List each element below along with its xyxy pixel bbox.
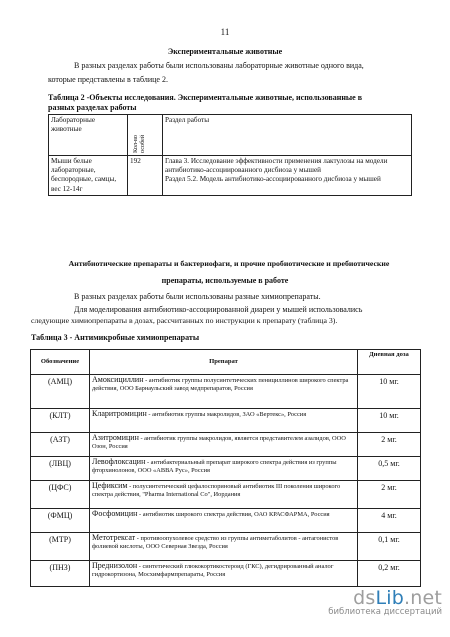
table2-caption-line1: Таблица 2 -Объекты исследования. Экспериментальные животные, использованные в <box>48 93 363 102</box>
drug-name: Кларитромицин <box>92 409 147 418</box>
drug-name: Фосфомицин <box>92 509 138 518</box>
table2-row <box>49 156 412 196</box>
table3-cell-dose: 0,5 мг. <box>358 457 421 481</box>
table3-cell-code: (ЛВЦ) <box>31 457 90 481</box>
table3-row <box>31 481 421 509</box>
watermark-logo-net: .net <box>403 587 442 609</box>
table3-row <box>31 533 421 561</box>
table3-cell-drug <box>90 457 358 481</box>
watermark-subtitle: библиотека диссертаций <box>328 607 442 617</box>
table3-header-dose: Дневная доза <box>358 350 421 375</box>
paragraph-animals-line1: В разных разделах работы были использованы лабораторные животные одного вида, <box>74 61 364 70</box>
table2-header-section: Раздел работы <box>163 115 412 156</box>
table2-header-animals: Лабораторные животные <box>49 115 128 156</box>
paragraph-aad-line2: следующие химиопрепараты в дозах, рассчитанных по инструкции к препарату (таблица 3). <box>31 316 338 325</box>
drug-description: - антибиотик широкого спектра действия, ОАО КРАСФАРМА, Россия <box>137 511 330 518</box>
watermark-logo-ds: ds <box>353 587 376 609</box>
table3-cell-drug <box>90 481 358 509</box>
table3-cell-dose: 10 мг. <box>358 409 421 433</box>
section-heading-drugs-line1: Антибиотические препараты и бактериофаги, и прочие пробиотические и пребиотические <box>68 259 390 268</box>
drug-description: - антибиотик группы макролидов, является представителем азалидов, ООО Озон, Россия <box>92 435 346 451</box>
table2-section-b: Раздел 5.2. Модель антибиотико-ассоциированного дисбиоза у мышей <box>165 175 381 184</box>
paragraph-animals-line2: которые представлены в таблице 2. <box>48 75 168 84</box>
drug-description: - антибиотик группы полусинтетических пенициллинов широкого спектра действия, ООО Барнаульский завод медпрепаратов, Россия <box>92 377 349 393</box>
table3-row <box>31 509 421 533</box>
drug-name: Азитромицин <box>92 433 139 442</box>
drug-description: - полусинтетический цефалоспориновый антибиотик III поколения широкого спектра действия, "Pharma International Co", Иордания <box>92 483 341 499</box>
table2-cell-count: 192 <box>128 156 163 196</box>
table3-row <box>31 433 421 457</box>
table2-cell-section <box>163 156 412 196</box>
drug-name: Преднизолон <box>92 561 138 570</box>
table2-header-count <box>128 115 163 156</box>
watermark-logo-lib: Lib <box>375 587 404 609</box>
table3-header-code: Обозначение <box>31 350 90 375</box>
table3-cell-drug <box>90 409 358 433</box>
table3-cell-drug <box>90 375 358 409</box>
drug-description: - противоопухолевое средство из группы антиметаболитов - антагонистов фолиевой кислоты, ООО Северная Звезда, Россия <box>92 535 339 551</box>
drug-description: - антибиотик группы макролидов, ЗАО «Вертекс», Россия <box>146 411 307 418</box>
table3-row <box>31 375 421 409</box>
section-heading-drugs-line2: препараты, используемые в работе <box>161 276 289 285</box>
table3-cell-code: (АЗТ) <box>31 433 90 457</box>
watermark <box>322 587 442 617</box>
table3-caption: Таблица 3 - Антимикробные химиопрепараты <box>31 333 200 342</box>
table3-header-row <box>31 350 421 375</box>
table2-caption-line2: разных разделах работы <box>48 103 137 112</box>
table3-cell-drug <box>90 533 358 561</box>
table3-cell-drug <box>90 433 358 457</box>
table3-cell-code: (КЛТ) <box>31 409 90 433</box>
table3-cell-code: (ФМЦ) <box>31 509 90 533</box>
drug-description: - антибактериальный препарат широкого спектра действия из группы фторхинолонов, ООО «АВВА Рус», Россия <box>92 459 337 475</box>
page-number: 11 <box>220 27 230 37</box>
table2-header-row <box>49 115 412 156</box>
table3-header-drug: Препарат <box>90 350 358 375</box>
section-heading-animals: Экспериментальные животные <box>167 47 283 56</box>
table3-row <box>31 409 421 433</box>
table2-cell-animals: Мыши белые лабораторные, беспородные, самцы, вес 12-14г <box>49 156 128 196</box>
table3-cell-dose: 2 мг. <box>358 433 421 457</box>
drug-name: Амоксициллин <box>92 375 144 384</box>
table3-cell-dose: 4 мг. <box>358 509 421 533</box>
table3-cell-drug <box>90 509 358 533</box>
drug-name: Цефиксим <box>92 481 128 490</box>
table3-body <box>31 375 421 587</box>
table-research-objects <box>48 114 412 196</box>
table2-header-count-text: Кол-во особей <box>132 134 146 153</box>
table3-cell-code: (АМЦ) <box>31 375 90 409</box>
drug-name: Левофлоксацин <box>92 457 146 466</box>
table3-cell-dose: 10 мг. <box>358 375 421 409</box>
table3-row <box>31 561 421 587</box>
table2-section-a: Глава 3. Исследование эффективности применения лактулозы на модели антибиотико-ассоциированного дисбиоза у мышей <box>165 157 388 175</box>
table3-cell-drug <box>90 561 358 587</box>
table3-cell-dose: 2 мг. <box>358 481 421 509</box>
drug-description: - синтетический глюкокортикостероид (ГКС), дегидрированный аналог гидрокортизона, Мосхимфармпрепараты, Россия <box>92 563 334 579</box>
table3-cell-dose: 0,1 мг. <box>358 533 421 561</box>
table3-cell-code: (ПНЗ) <box>31 561 90 587</box>
table3-cell-code: (МТР) <box>31 533 90 561</box>
watermark-logo <box>322 587 442 609</box>
table-antimicrobial-drugs <box>30 349 421 587</box>
paragraph-aad-line1: Для моделирования антибиотико-ассоциированной диареи у мышей использовались <box>74 305 363 314</box>
table3-cell-code: (ЦФС) <box>31 481 90 509</box>
table3-cell-dose: 0,2 мг. <box>358 561 421 587</box>
paragraph-drugs: В разных разделах работы были использованы разные химиопрепараты. <box>74 292 321 301</box>
drug-name: Метотрексат <box>92 533 136 542</box>
table3-row <box>31 457 421 481</box>
